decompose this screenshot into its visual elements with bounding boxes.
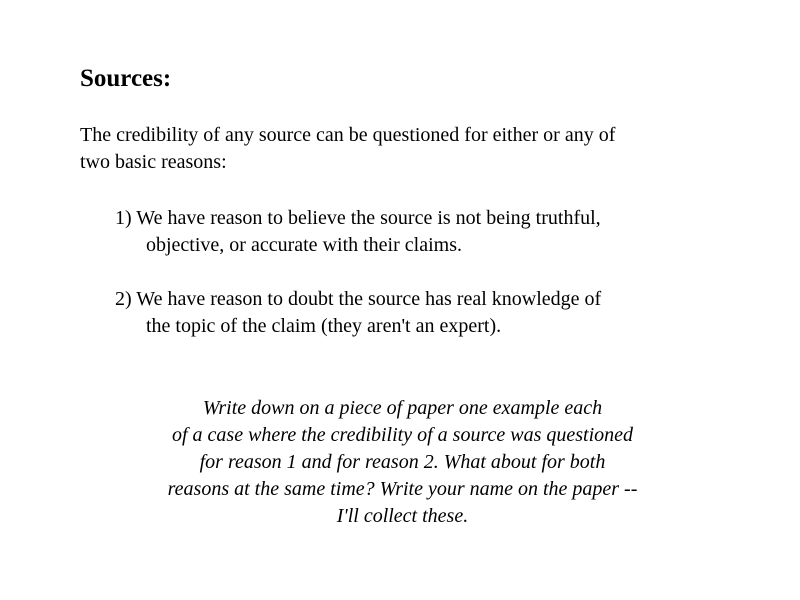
- instruction-line: Write down on a piece of paper one example each: [202, 397, 603, 419]
- intro-line: two basic reasons:: [80, 151, 227, 173]
- reason-line: 1) We have reason to believe the source is not being truthful,: [115, 207, 601, 229]
- reason-line: 2) We have reason to doubt the source has real knowledge of: [115, 288, 602, 310]
- reason-line: objective, or accurate with their claims.: [146, 234, 462, 256]
- instruction-line: reasons at the same time? Write your name on the paper --: [167, 478, 638, 500]
- intro-line: The credibility of any source can be questioned for either or any of: [80, 124, 616, 146]
- reason-item-1: [115, 205, 755, 259]
- reason-item-2: [115, 286, 755, 340]
- instruction-line: of a case where the credibility of a source was questioned: [171, 424, 634, 446]
- reason-line: the topic of the claim (they aren't an expert).: [146, 315, 502, 337]
- intro-paragraph: [80, 122, 760, 176]
- instruction-line: I'll collect these.: [336, 505, 469, 527]
- slide-heading: Sources:: [80, 65, 172, 92]
- instruction-line: for reason 1 and for reason 2. What about for both: [199, 451, 606, 473]
- instruction-paragraph: [80, 395, 725, 530]
